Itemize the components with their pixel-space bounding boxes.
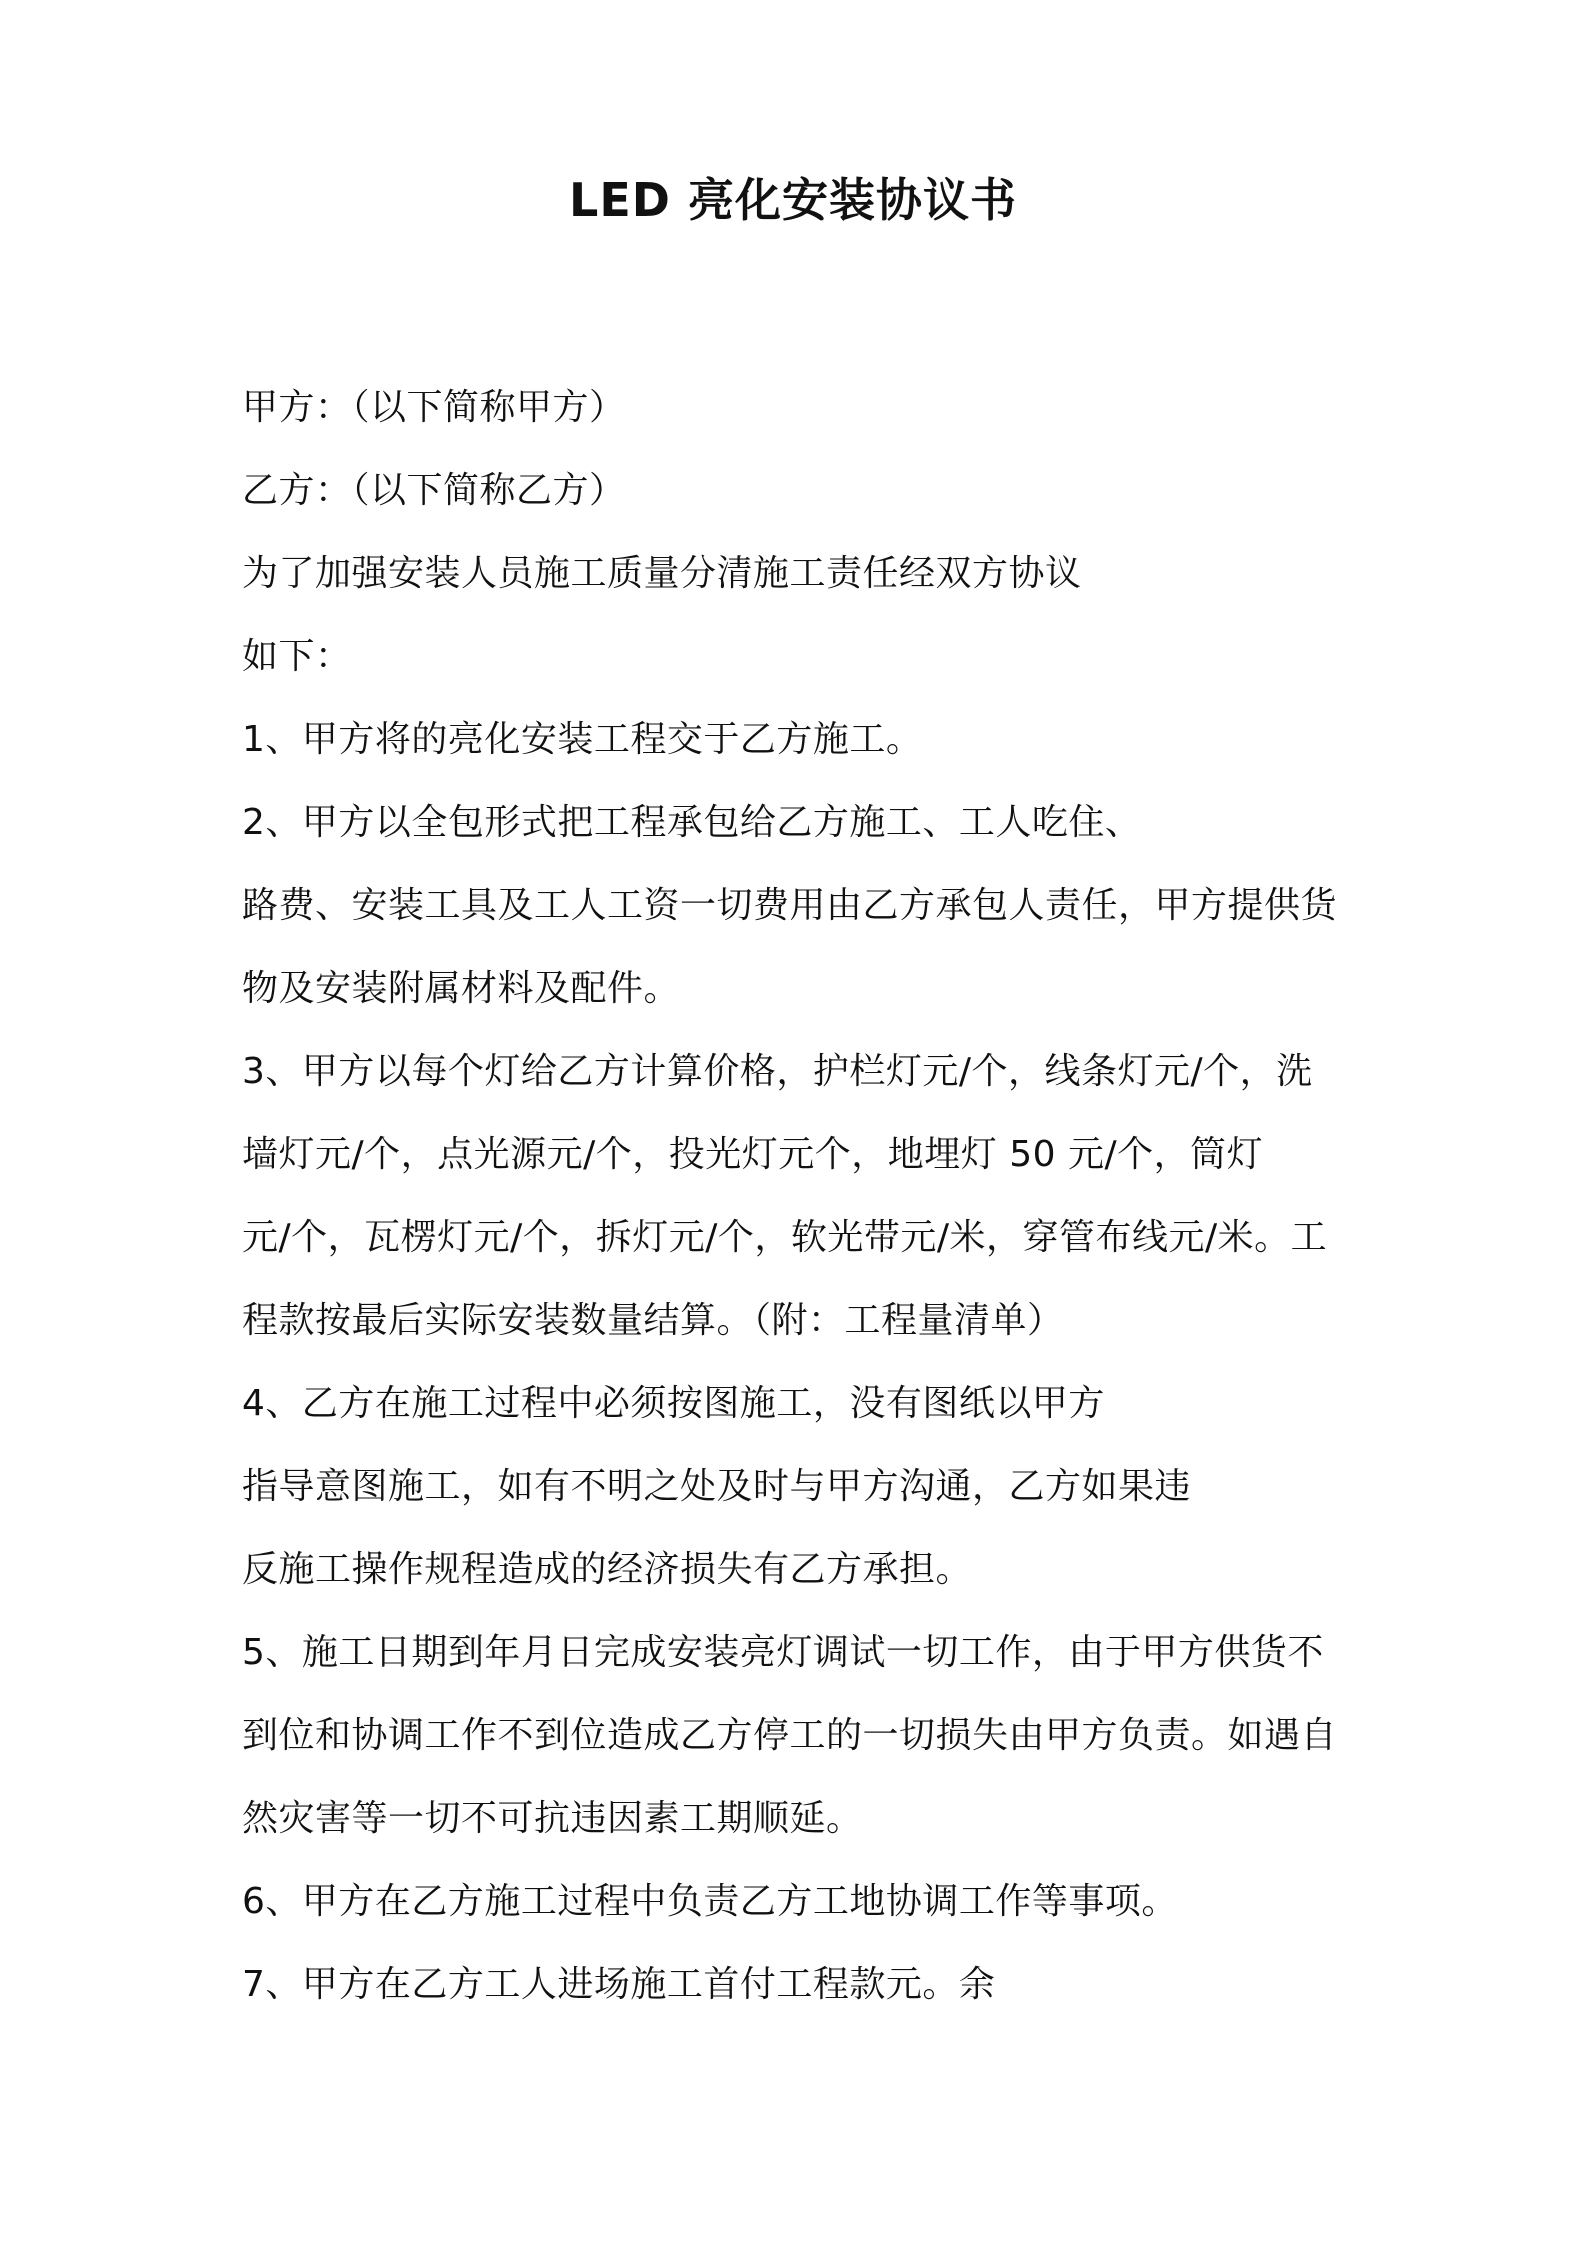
clause-3-line-2: 墙灯元/个，点光源元/个，投光灯元个，地埋灯 50 元/个，筒灯 bbox=[242, 1134, 1264, 1175]
document-title: LED 亮化安装协议书 bbox=[569, 173, 1017, 227]
preamble-continuation-line: 如下： bbox=[242, 636, 352, 677]
clause-1-line: 1、甲方将的亮化安装工程交于乙方施工。 bbox=[242, 719, 923, 760]
clause-6-line: 6、甲方在乙方施工过程中负责乙方工地协调工作等事项。 bbox=[242, 1881, 1178, 1922]
clause-5-line-3: 然灾害等一切不可抗违因素工期顺延。 bbox=[242, 1798, 863, 1839]
clause-4-line-2: 指导意图施工，如有不明之处及时与甲方沟通，乙方如果违 bbox=[242, 1466, 1192, 1507]
clause-5-line-1: 5、施工日期到年月日完成安装亮灯调试一切工作，由于甲方供货不 bbox=[242, 1632, 1324, 1673]
clause-7-line: 7、甲方在乙方工人进场施工首付工程款元。余 bbox=[242, 1964, 996, 2005]
clause-3-line-3: 元/个，瓦楞灯元/个，拆灯元/个，软光带元/米，穿管布线元/米。工 bbox=[242, 1217, 1328, 1258]
party-a-line: 甲方：（以下简称甲方） bbox=[242, 387, 626, 428]
clause-2-line-1: 2、甲方以全包形式把工程承包给乙方施工、工人吃住、 bbox=[242, 802, 1142, 843]
clause-3-line-1: 3、甲方以每个灯给乙方计算价格，护栏灯元/个，线条灯元/个，洗 bbox=[242, 1051, 1313, 1092]
clause-3-line-4: 程款按最后实际安装数量结算。（附：工程量清单） bbox=[242, 1300, 1064, 1341]
clause-5-line-2: 到位和协调工作不到位造成乙方停工的一切损失由甲方负责。如遇自 bbox=[242, 1715, 1338, 1756]
preamble-line: 为了加强安装人员施工质量分清施工责任经双方协议 bbox=[242, 553, 1082, 594]
clause-2-line-2: 路费、安装工具及工人工资一切费用由乙方承包人责任，甲方提供货 bbox=[242, 885, 1338, 926]
clause-2-line-3: 物及安装附属材料及配件。 bbox=[242, 968, 681, 1009]
document-body bbox=[242, 366, 1352, 2026]
clause-4-line-3: 反施工操作规程造成的经济损失有乙方承担。 bbox=[242, 1549, 973, 1590]
party-b-line: 乙方：（以下简称乙方） bbox=[242, 470, 626, 511]
clause-4-line-1: 4、乙方在施工过程中必须按图施工，没有图纸以甲方 bbox=[242, 1383, 1105, 1424]
